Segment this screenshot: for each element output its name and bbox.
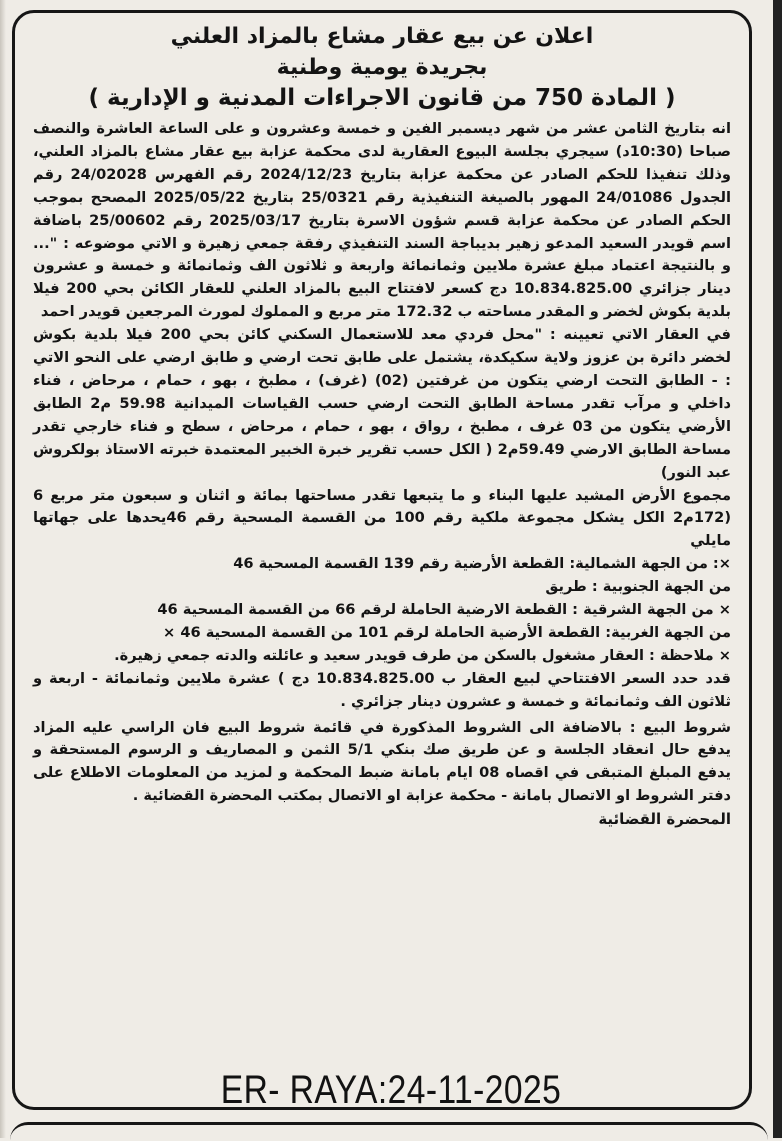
auction-notice-box	[12, 10, 752, 1110]
boundary-south: من الجهة الجنوبية : طريق	[545, 578, 731, 596]
auction-details-paragraph: انه بتاريخ الثامن عشر من شهر ديسمبر الفين و خمسة وعشرون و على الساعة العاشرة والنصف صباحا (10:30د) سيجري بجلسة البيوع العقارية لدى محكمة عزابة بيع عقار مشاع بالمزاد العلني، وذلك تنفيذا للحكم الصادر عن محكمة عزابة بتاريخ 2024/12/23 رقم الفهرس 24/02028 رقم الجدول 24/01086 المهور بالصيغة التنفيذية رقم 25/0321 بتاريخ 2025/05/22 المصحح بموجب الحكم الصادر عن محكمة عزابة قسم شؤون الاسرة بتاريخ 2025/03/17 رقم 25/00602 باضافة اسم قويدر السعيد المدعو زهير بديباجة السند التنفيذي رفقة جمعي زهيرة و الاتي موضوعه : "... و بالنتيجة اعتماد مبلغ عشرة ملايين وثمانمائة واربعة و ثلاثون الف وثمانمائة و خمسة و عشرون دينار جزائري 10.834.825.00 دج كسعر لافتتاح البيع بالمزاد العلني للعقار الكائن بحي 200 فيلا بلدية بكوش لخضر و المقدر مساحته ب 172.32 متر مربع و المملوك لمورث المرجعين قويدر احمد	[33, 120, 732, 321]
occupancy-note: × ملاحظة : العقار مشغول بالسكن من طرف قويدر سعيد و عائلته والدته جمعي زهيرة.	[114, 646, 731, 664]
boundary-west: من الجهة الغربية: القطعة الأرضية الحاملة لرقم 101 من القسمة المسحية 46 ×	[163, 623, 731, 641]
boundaries-list	[33, 553, 731, 668]
opening-price-paragraph: قدد حدد السعر الافتتاحي لبيع العقار ب 10.834.825.00 دج ) عشرة ملايين وثمانمائة - اربعة و ثلاثون الف وثمانمائة و خمسة و عشرون دينار جزائري .	[33, 669, 731, 710]
page-shadow-left	[0, 0, 6, 1138]
adjacent-column-edge	[773, 0, 782, 1138]
law-reference: ( المادة 750 من قانون الاجراءات المدنية و الإدارية )	[88, 85, 676, 111]
publication-reference: ER- RAYA:24-11-2025	[220, 1068, 562, 1112]
notice-body	[33, 21, 731, 828]
land-area-paragraph: مجموع الأرض المشيد عليها البناء و ما يتبعها تقدر مساحتها بمائة و اثنان و سبعون متر مربع 6 (172م2 الكل يشكل مجموعة ملكية رقم 100 من القسمة المسحية رقم 46يحدها على جهاتها مايلي	[33, 486, 732, 550]
notice-subtitle: بجريدة يومية وطنية	[276, 55, 488, 80]
boundary-north: ×: من الجهة الشمالية: القطعة الأرضية رقم 139 القسمة المسحية 46	[233, 555, 731, 573]
next-notice-border	[10, 1122, 768, 1141]
boundary-east: × من الجهة الشرقية : القطعة الارضية الحاملة لرقم 66 من القسمة المسحية 46	[157, 601, 731, 619]
bailiff-signature: المحضرة القضائية	[598, 810, 731, 829]
property-description-paragraph: في العقار الاتي تعيينه : "محل فردي معد للاستعمال السكني كائن بحي 200 فيلا بلدية بكوش لخضر دائرة بن عزوز ولاية سكيكدة، يشتمل على طابق تحت ارضي و طابق ارضي على النحو الاتي : - الطابق التحت ارضي يتكون من غرفتين (02) (غرف) ، مطبخ ، بهو ، حمام ، مرحاض ، فناء داخلي و مرآب تقدر مساحة الطابق التحت ارضي حسب القياسات الميدانية 59.98 م2 الطابق الأرضي يتكون من 03 غرف ، مطبخ ، رواق ، بهو ، حمام ، مرحاض ، سطح و فناء خارجي تقدر مساحة الطابق الارضي 59.49م2 ( الكل حسب تقرير خبرة الخبير المعتمدة خبرته الاستاذ بولكروش عبد النور)	[33, 326, 732, 481]
sale-conditions-paragraph: شروط البيع : بالاضافة الى الشروط المذكورة في قائمة شروط البيع فان الراسي عليه المزاد يدفع حال انعقاد الجلسة و عن طريق صك بنكي 5/1 الثمن و المصاريف و الرسوم المستحقة و يدفع المبلغ المتبقى في اقصاه 08 ايام بامانة ضبط المحكمة و لمزيد من المعلومات الاطلاع على دفتر الشروط او الاتصال بامانة - محكمة عزابة او الاتصال بمكتب المحضرة القضائية .	[33, 718, 731, 805]
notice-title: اعلان عن بيع عقار مشاع بالمزاد العلني	[170, 24, 594, 49]
